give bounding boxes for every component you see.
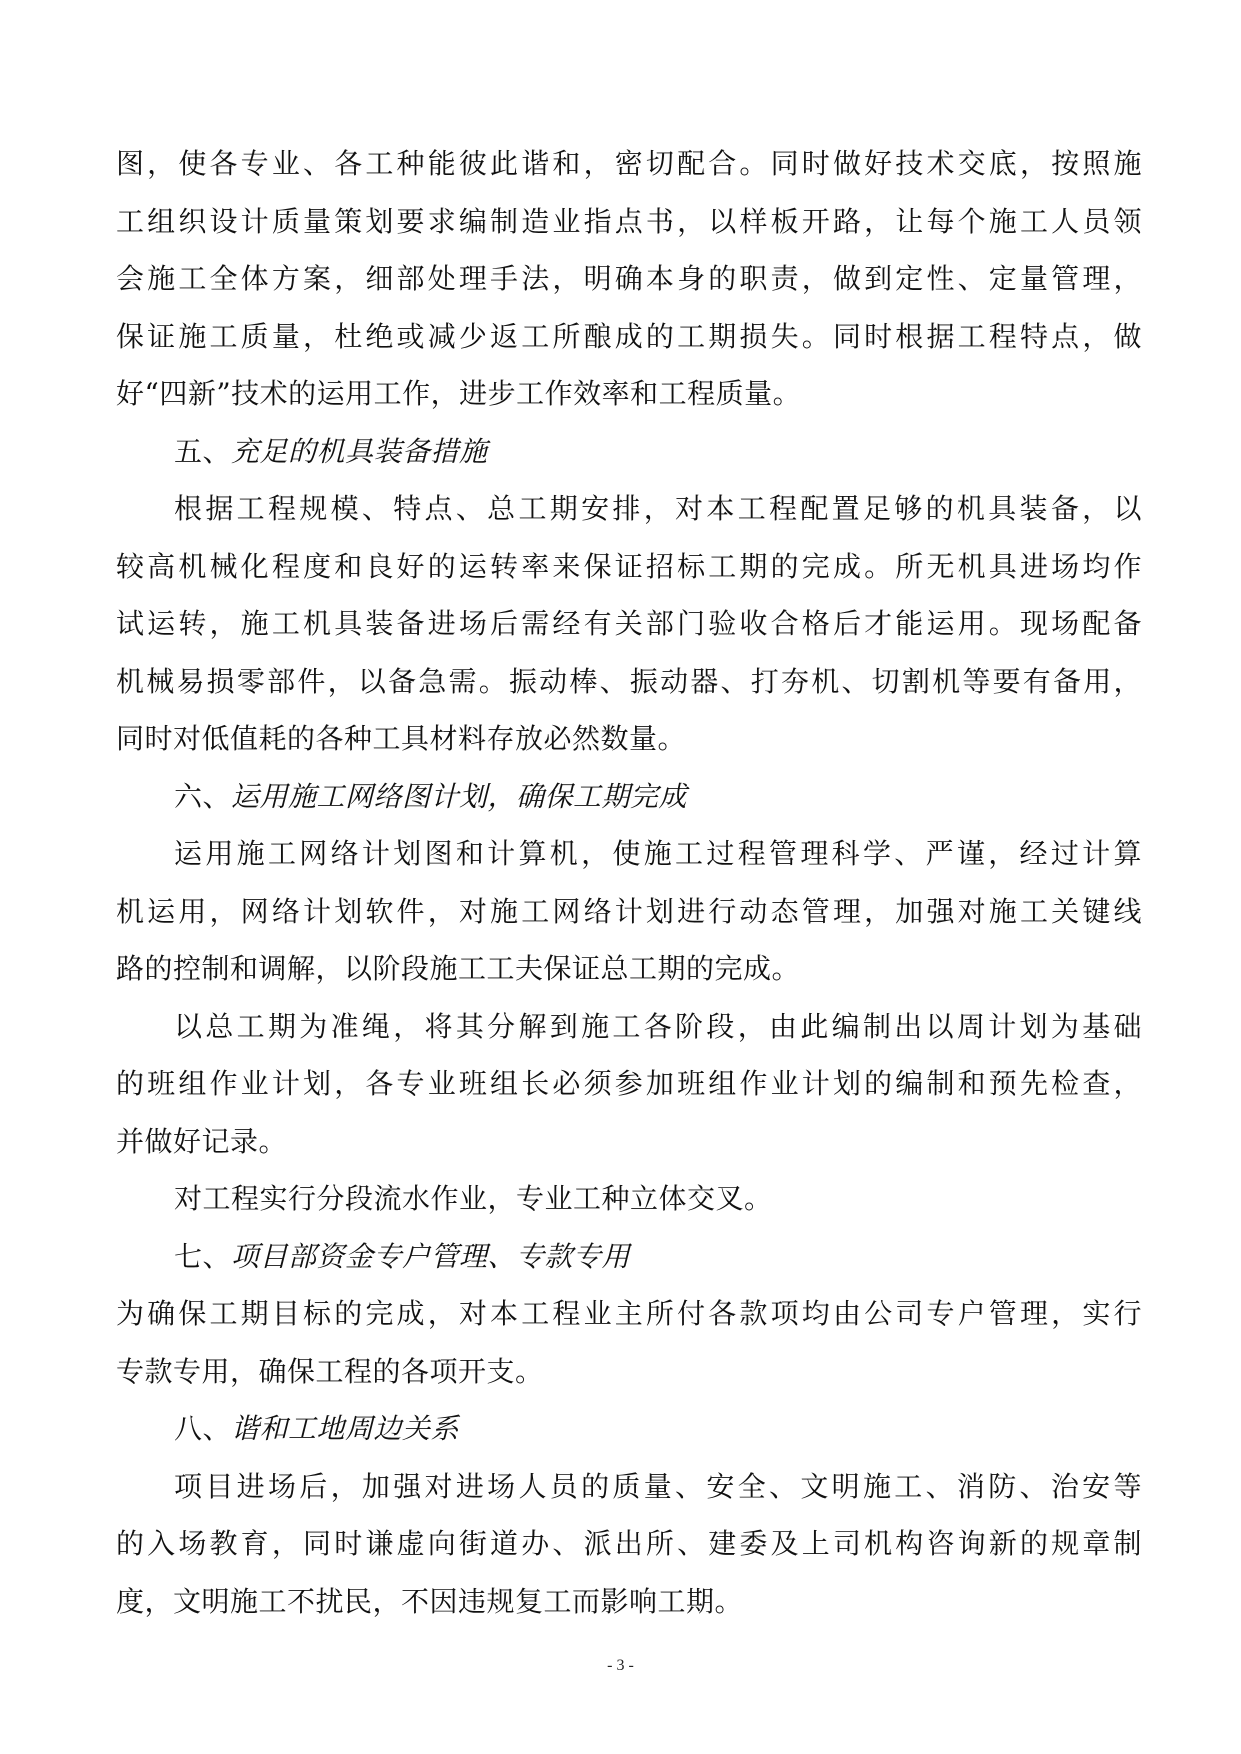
body-text [116, 135, 1142, 1630]
paragraph-line: 较高机械化程度和良好的运转率来保证招标工期的完成。所无机具进场均作 [116, 549, 1142, 583]
section-heading-5 [116, 423, 1142, 481]
paragraph-line: 的入场教育，同时谦虚向街道办、派出所、建委及上司机构咨询新的规章制 [116, 1527, 1142, 1560]
section-number: 七、 [174, 1239, 232, 1273]
paragraph-line: 机械易损零部件，以备急需。振动棒、振动器、打夯机、切割机等要有备用， [116, 664, 1142, 698]
section-number: 六、 [174, 779, 232, 813]
paragraph-line: 会施工全体方案，细部处理手法，明确本身的职责，做到定性、定量管理， [116, 262, 1142, 295]
paragraph-line: 专款专用，确保工程的各项开支。 [116, 1354, 544, 1388]
paragraph-line: 度，文明施工不扰民，不因违规复工而影响工期。 [116, 1584, 744, 1618]
paragraph-line: 工组织设计质量策划要求编制造业指点书，以样板开路，让每个施工人员领 [116, 204, 1142, 238]
section-number: 五、 [174, 434, 232, 468]
paragraph-line: 对工程实行分段流水作业，专业工种立体交叉。 [174, 1182, 773, 1215]
paragraph-line: 试运转，施工机具装备进场后需经有关部门验收合格后才能运用。现场配备 [116, 607, 1142, 640]
paragraph-line: 项目进场后，加强对进场人员的质量、安全、文明施工、消防、治安等 [174, 1469, 1142, 1503]
paragraph-line: 路的控制和调解，以阶段施工工夫保证总工期的完成。 [116, 952, 801, 985]
section-heading-6 [116, 768, 1142, 826]
section-heading-8 [116, 1400, 1142, 1458]
section-number: 八、 [174, 1412, 232, 1445]
paragraph-line: 运用施工网络计划图和计算机，使施工过程管理科学、严谨，经过计算 [174, 837, 1142, 870]
page-number: - 3 - [607, 1657, 634, 1674]
paragraph-line: 的班组作业计划，各专业班组长必须参加班组作业计划的编制和预先检查， [116, 1067, 1142, 1100]
paragraph-line: 保证施工质量，杜绝或减少返工所酿成的工期损失。同时根据工程特点，做 [116, 319, 1142, 353]
paragraph-line: 以总工期为准绳，将其分解到施工各阶段，由此编制出以周计划为基础 [174, 1009, 1142, 1043]
paragraph-line: 好“四新”技术的运用工作，进步工作效率和工程质量。 [116, 377, 802, 410]
section-title: 充足的机具装备措施 [231, 434, 488, 468]
paragraph-line: 根据工程规模、特点、总工期安排，对本工程配置足够的机具装备，以 [174, 492, 1142, 525]
section-title: 谐和工地周边关系 [231, 1412, 460, 1445]
paragraph-line: 机运用，网络计划软件，对施工网络计划进行动态管理，加强对施工关键线 [116, 894, 1142, 928]
section-heading-7 [116, 1228, 1142, 1286]
paragraph-line: 图，使各专业、各工种能彼此谐和，密切配合。同时做好技术交底，按照施 [116, 147, 1142, 180]
paragraph-line: 并做好记录。 [116, 1124, 288, 1158]
section-title: 项目部资金专户管理、专款专用 [231, 1239, 631, 1273]
paragraph-line: 为确保工期目标的完成，对本工程业主所付各款项均由公司专户管理，实行 [116, 1297, 1142, 1330]
section-title: 运用施工网络图计划，确保工期完成 [231, 779, 688, 813]
paragraph-line: 同时对低值耗的各种工具材料存放必然数量。 [116, 722, 687, 755]
